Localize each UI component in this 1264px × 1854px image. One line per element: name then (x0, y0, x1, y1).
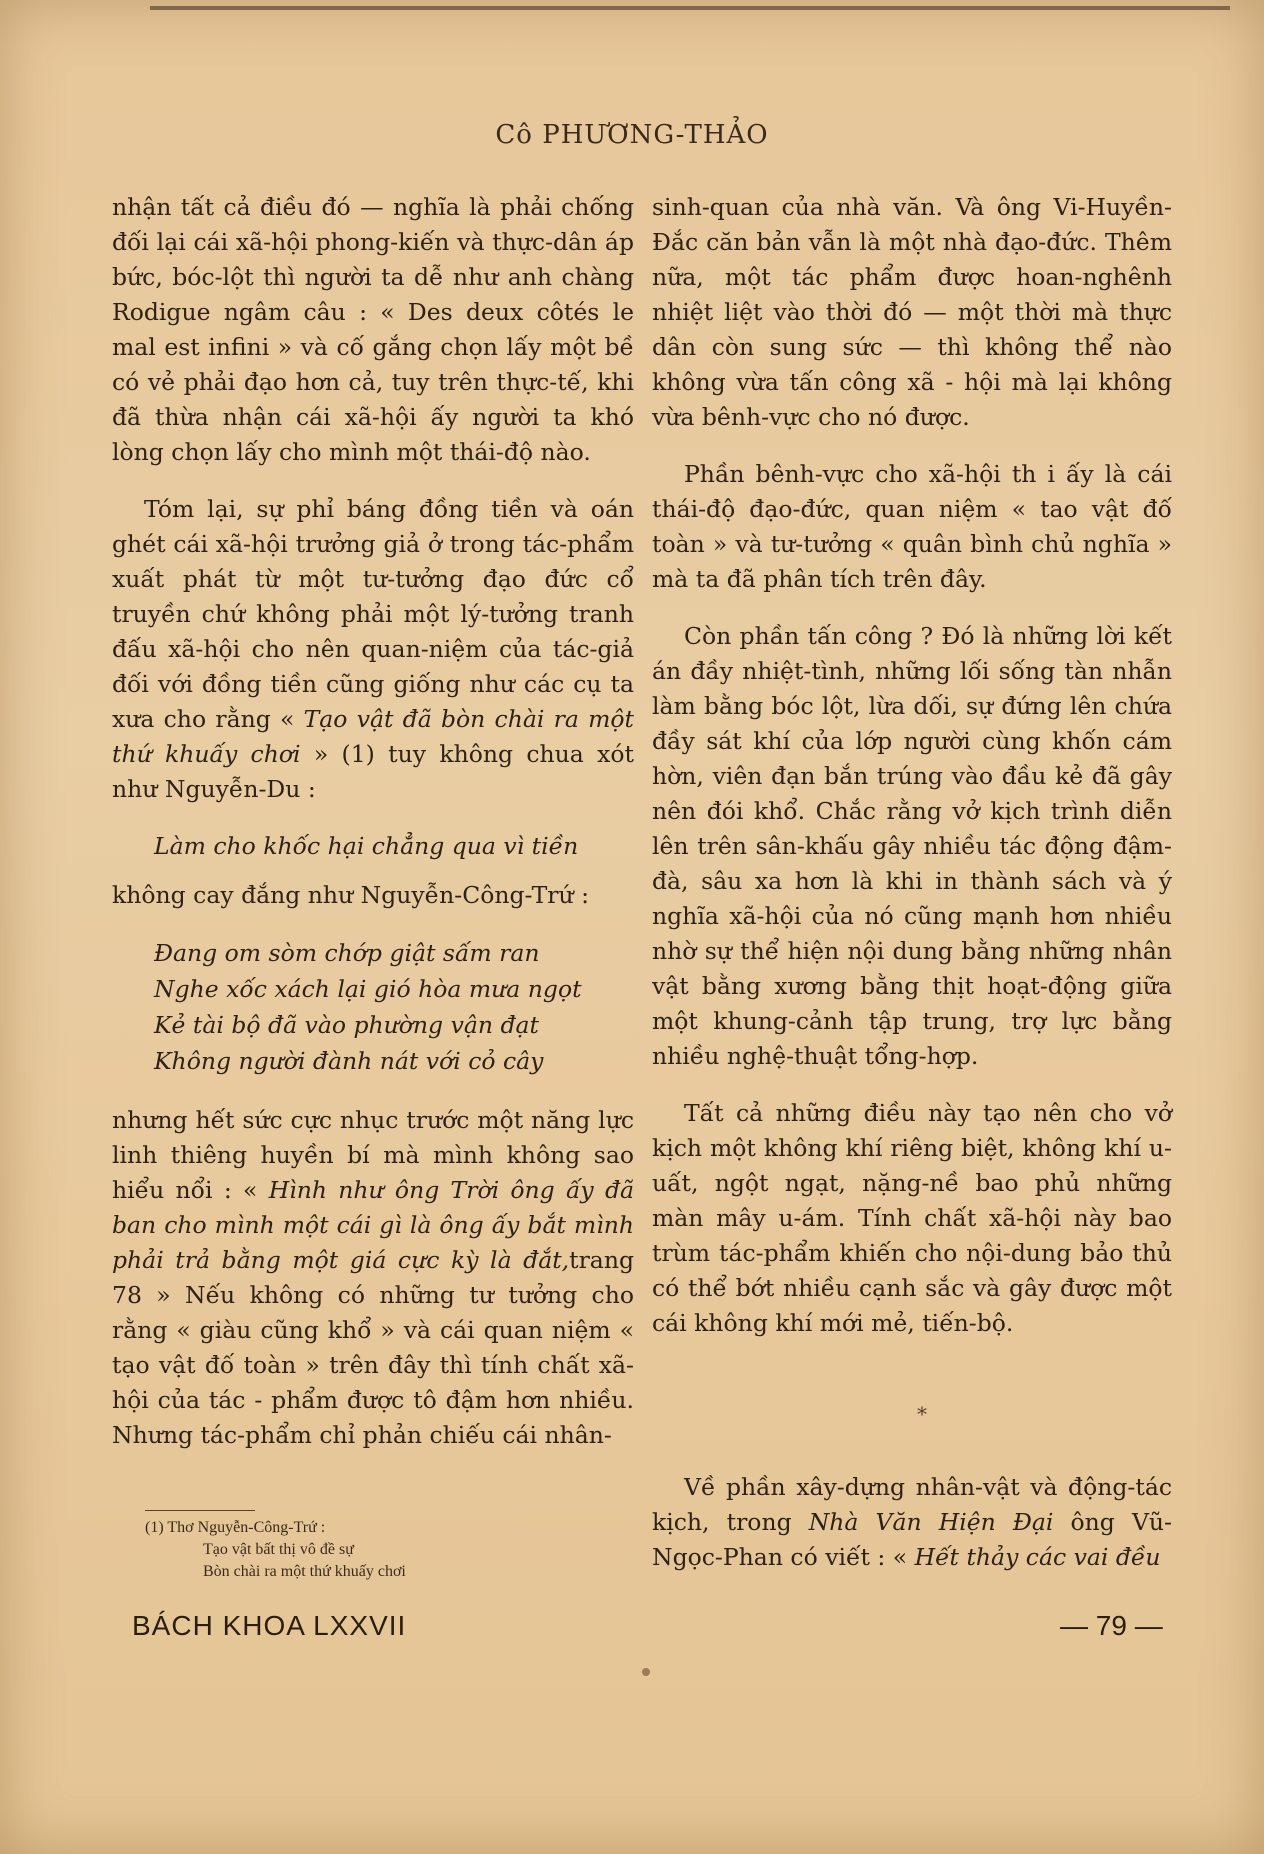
left-paragraph-3-start: nhưng hết sức cực nhục trước một năng lực linh thiêng huyền bí mà mình không sao hiểu nổi : « (112, 1106, 634, 1204)
poem (112, 935, 634, 1079)
left-paragraph-3-mid: trang 78 » Nếu không có những tư tưởng cho rằng « giàu cũng khổ » và cái quan niệm « tạo vật đố toàn » trên đây thì tính chất xã-hội của tác - phẩm được tô đậm hơn nhiều. Nhưng tác-phẩm chỉ phản chiếu cái nhân- (112, 1246, 634, 1449)
right-paragraph-1: sinh-quan của nhà văn. Và ông Vi-Huyền-Đắc căn bản vẫn là một nhà đạo-đức. Thêm nữa, một tác phẩm được hoan-nghênh nhiệt liệt vào thời đó — một thời mà thực dân còn sung sức — thì không thể nào không vừa tấn công xã - hội mà lại không vừa bênh-vực cho nó được. (652, 193, 1172, 431)
left-column (112, 190, 634, 1475)
top-rule (150, 6, 1230, 10)
poem-line: Đang om sòm chớp giật sấm ran (154, 939, 540, 967)
right-paragraph-2: Phần bênh-vực cho xã-hội th i ấy là cái thái-độ đạo-đức, quan niệm « tao vật đố toàn » và tư-tưởng « quân bình chủ nghĩa » mà ta đã phân tích trên đây. (652, 460, 1172, 593)
poem-line: Không người đành nát với cỏ cây (154, 1047, 544, 1075)
publication-name: BÁCH KHOA LXXVII (132, 1610, 407, 1641)
section-separator: * (917, 1402, 927, 1426)
right-paragraph-5-mid: ông Vũ-Ngọc-Phan có viết : « (652, 1508, 1172, 1571)
page-number: — 79 — (1060, 1610, 1163, 1641)
poem-line: Nghe xốc xách lại gió hòa mưa ngọt (154, 975, 582, 1003)
verse-quote-nguyen-du: Làm cho khốc hại chẳng qua vì tiền (154, 832, 579, 860)
right-paragraph-4: Tất cả những điều này tạo nên cho vở kịch một không khí riêng biệt, không khí u-uất, ngột ngạt, nặng-nề bao phủ những màn mây u-ám. Tính chất xã-hội này bao trùm tác-phẩm khiến cho nội-dung bảo thủ có thể bớt nhiều cạnh sắc và gây được một cái không khí mới mẻ, tiến-bộ. (652, 1099, 1172, 1337)
footnote (145, 1510, 585, 1583)
left-paragraph-2-quote: Tạo vật đã bòn chài ra một thứ khuấy chơi (112, 705, 634, 768)
right-column-bottom (652, 1470, 1172, 1597)
footnote-rule (145, 1510, 255, 1511)
right-paragraph-5-start: Về phần xây-dựng nhân-vật và động-tác kịch, trong (652, 1473, 1172, 1536)
right-column (652, 190, 1172, 1363)
left-after-verse: không cay đắng như Nguyễn-Công-Trứ : (112, 881, 590, 909)
right-paragraph-5 (652, 1470, 1172, 1575)
footnote-line: (1) Thơ Nguyễn-Công-Trứ : (145, 1519, 326, 1536)
left-paragraph-2 (112, 492, 634, 807)
book-title: Nhà Văn Hiện Đại (808, 1508, 1054, 1536)
running-title: Cô PHƯƠNG-THẢO (495, 120, 769, 150)
left-paragraph-3 (112, 1103, 634, 1453)
left-paragraph-3-quote: Hình như ông Trời ông ấy đã ban cho mình một cái gì là ông ấy bắt mình phải trả bằng một giá cực kỳ là đắt, (112, 1176, 634, 1274)
left-paragraph-1: nhận tất cả điều đó — nghĩa là phải chống đối lại cái xã-hội phong-kiến và thực-dân áp bức, bóc-lột thì người ta dễ như anh chàng Rodigue ngâm câu : « Des deux côtés le mal est infini » và cố gắng chọn lấy một bề có vẻ phải đạo hơn cả, tuy trên thực-tế, khi đã thừa nhận cái xã-hội ấy người ta khó lòng chọn lấy cho mình một thái-độ nào. (112, 193, 634, 466)
footnote-line: Tạo vật bất thị vô đề sự (203, 1541, 354, 1558)
left-paragraph-2-end: » (1) tuy không chua xót như Nguyễn-Du : (112, 740, 634, 803)
left-paragraph-2-start: Tóm lại, sự phỉ báng đồng tiền và oán ghét cái xã-hội trưởng giả ở trong tác-phẩm xuất phát từ một tư-tưởng đạo đức cổ truyền chứ không phải một lý-tưởng tranh đấu xã-hội cho nên quan-niệm của tác-giả đối với đồng tiền cũng giống như các cụ ta xưa cho rằng « (112, 495, 634, 733)
right-paragraph-5-quote: Hết thảy các vai đều (914, 1543, 1161, 1571)
footnote-line: Bòn chài ra một thứ khuấy chơi (203, 1563, 406, 1580)
poem-line: Kẻ tài bộ đã vào phường vận đạt (154, 1011, 539, 1039)
paper-speck (642, 1668, 650, 1676)
right-paragraph-3: Còn phần tấn công ? Đó là những lời kết án đầy nhiệt-tình, những lối sống tàn nhẫn làm bằng bóc lột, lừa dối, sự đứng lên chứa đầy sát khí của lớp người cùng khốn cám hờn, viên đạn bắn trúng vào đầu kẻ đã gây nên đói khổ. Chắc rằng vở kịch trình diễn lên trên sân-khấu gây nhiều tác động đậm-đà, sâu xa hơn là khi in thành sách và ý nghĩa xã-hội của nó cũng mạnh hơn nhiều nhờ sự thể hiện nội dung bằng những nhân vật bằng xương bằng thịt hoạt-động giữa một khung-cảnh tập trung, trợ lực bằng nhiều nghệ-thuật tổng-hợp. (652, 622, 1172, 1070)
